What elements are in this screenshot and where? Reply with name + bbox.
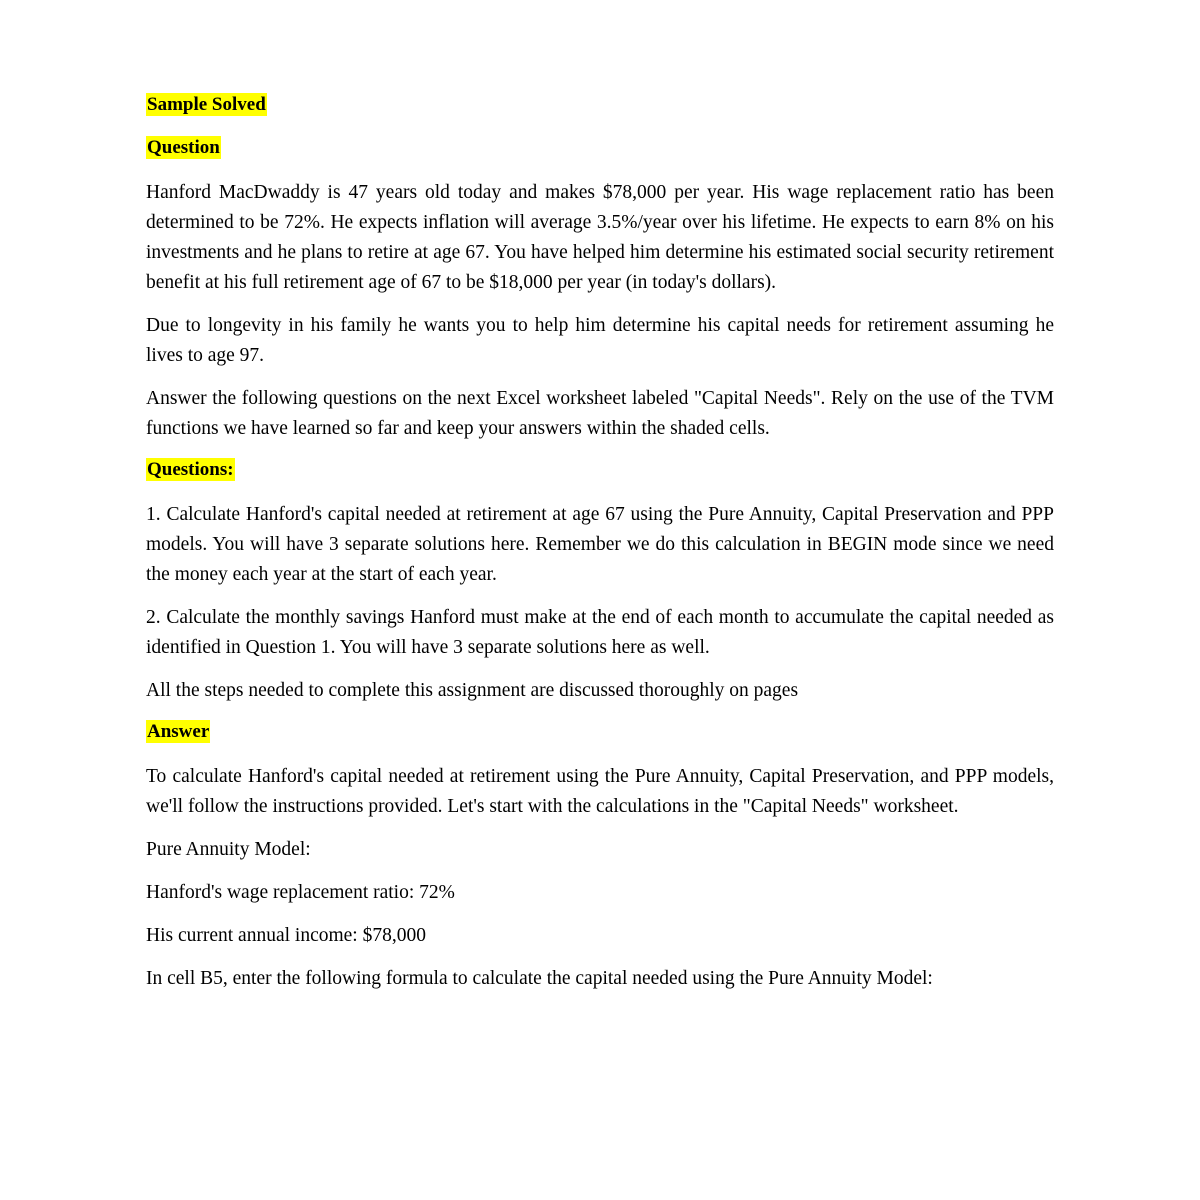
paragraph-longevity: Due to longevity in his family he wants you to help him determine his capital needs for retirement assuming he lives to age 97. xyxy=(146,315,1054,366)
heading-question xyxy=(146,135,1054,161)
answer-formula-instruction: In cell B5, enter the following formula to calculate the capital needed using the Pure Annuity Model: xyxy=(146,968,933,989)
heading-sample-solved-text: Sample Solved xyxy=(147,94,266,115)
heading-question-text: Question xyxy=(147,137,220,158)
closing-note: All the steps needed to complete this assignment are discussed thoroughly on pages xyxy=(146,680,799,701)
document-body xyxy=(146,92,1054,994)
heading-answer-text: Answer xyxy=(147,721,210,742)
question-item-2: 2. Calculate the monthly savings Hanford must make at the end of each month to accumulate the capital needed as identified in Question 1. You will have 3 separate solutions here as well. xyxy=(146,607,1054,658)
heading-sample-solved xyxy=(146,92,1054,118)
answer-pure-annuity-label: Pure Annuity Model: xyxy=(146,839,311,860)
heading-questions-text: Questions: xyxy=(147,459,234,480)
paragraph-instructions: Answer the following questions on the next Excel worksheet labeled "Capital Needs". Rely on the use of the TVM functions we have learned so far and keep your answers within the shaded cells. xyxy=(146,388,1054,439)
answer-current-income: His current annual income: $78,000 xyxy=(146,925,426,946)
answer-intro: To calculate Hanford's capital needed at retirement using the Pure Annuity, Capital Preservation, and PPP models, we'll follow the instructions provided. Let's start with the calculations in the "Capital Needs" worksheet. xyxy=(146,766,1054,817)
heading-questions xyxy=(146,457,1054,483)
paragraph-scenario: Hanford MacDwaddy is 47 years old today and makes $78,000 per year. His wage replacement ratio has been determined to be 72%. He expects inflation will average 3.5%/year over his lifetime. He expects to earn 8% on his investments and he plans to retire at age 67. You have helped him determine his estimated social security retirement benefit at his full retirement age of 67 to be $18,000 per year (in today's dollars). xyxy=(146,182,1054,293)
question-item-1: 1. Calculate Hanford's capital needed at retirement at age 67 using the Pure Annuity, Capital Preservation and PPP models. You will have 3 separate solutions here. Remember we do this calculation in BEGIN mode since we need the money each year at the start of each year. xyxy=(146,504,1054,585)
heading-answer xyxy=(146,719,1054,745)
answer-wage-replacement-ratio: Hanford's wage replacement ratio: 72% xyxy=(146,882,455,903)
